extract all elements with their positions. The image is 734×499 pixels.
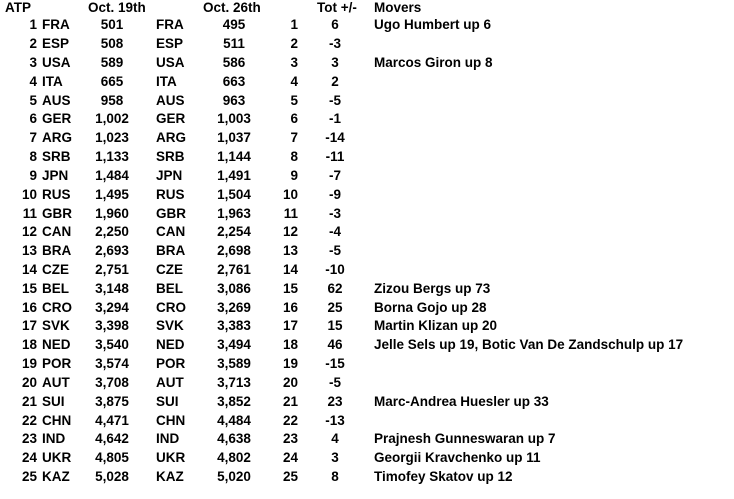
cell-new-rank: 5 — [290, 92, 298, 108]
cell-points-oct26: 4,638 — [217, 431, 251, 447]
header-oct26: Oct. 26th — [203, 0, 261, 15]
cell-country-oct26: CRO — [156, 299, 186, 315]
table-row — [0, 110, 734, 129]
cell-country-oct19: CRO — [42, 299, 72, 315]
cell-tot-change: -4 — [328, 224, 341, 240]
cell-points-oct19: 1,484 — [95, 167, 129, 183]
header-row — [0, 0, 734, 18]
cell-movers: Prajnesh Gunneswaran up 7 — [374, 431, 556, 447]
table-row — [0, 129, 734, 148]
cell-country-oct19: UKR — [42, 450, 72, 466]
cell-country-oct19: ARG — [42, 130, 72, 146]
table-row — [0, 468, 734, 487]
cell-points-oct26: 663 — [222, 73, 246, 89]
cell-new-rank: 12 — [282, 224, 298, 240]
cell-country-oct19: FRA — [42, 17, 70, 33]
cell-rank: 12 — [21, 224, 37, 240]
cell-points-oct26: 3,852 — [217, 393, 251, 409]
header-atp: ATP — [5, 0, 31, 15]
cell-points-oct26: 3,086 — [217, 280, 251, 296]
cell-points-oct19: 3,398 — [95, 318, 129, 334]
cell-country-oct26: ARG — [156, 130, 186, 146]
cell-tot-change: -13 — [325, 412, 345, 428]
cell-country-oct19: USA — [42, 54, 71, 70]
cell-points-oct26: 1,003 — [217, 111, 251, 127]
cell-new-rank: 18 — [282, 337, 298, 353]
cell-rank: 16 — [21, 299, 37, 315]
cell-movers: Martin Klizan up 20 — [374, 318, 498, 334]
table-row — [0, 261, 734, 280]
cell-new-rank: 14 — [282, 261, 298, 277]
cell-new-rank: 2 — [290, 36, 298, 52]
cell-tot-change: 23 — [327, 393, 343, 409]
table-row — [0, 317, 734, 336]
cell-country-oct19: ITA — [42, 73, 63, 89]
cell-rank: 11 — [22, 205, 37, 221]
cell-tot-change: 8 — [331, 468, 339, 484]
cell-rank: 3 — [29, 54, 37, 70]
cell-movers: Timofey Skatov up 12 — [374, 468, 513, 484]
cell-points-oct19: 4,805 — [95, 450, 129, 466]
cell-points-oct26: 1,037 — [217, 130, 251, 146]
cell-rank: 23 — [21, 431, 37, 447]
cell-points-oct19: 508 — [100, 36, 124, 52]
cell-country-oct19: SRB — [42, 149, 71, 165]
cell-movers: Marcos Giron up 8 — [374, 54, 493, 70]
cell-new-rank: 25 — [282, 468, 298, 484]
cell-tot-change: 46 — [327, 337, 343, 353]
cell-tot-change: -14 — [325, 130, 345, 146]
cell-points-oct26: 4,484 — [217, 412, 251, 428]
cell-points-oct19: 3,708 — [95, 374, 129, 390]
cell-tot-change: -15 — [325, 356, 345, 372]
cell-tot-change: 4 — [331, 431, 339, 447]
cell-points-oct26: 3,383 — [217, 318, 251, 334]
table-row — [0, 280, 734, 299]
cell-tot-change: -10 — [325, 261, 345, 277]
cell-movers: Georgii Kravchenko up 11 — [374, 450, 541, 466]
cell-points-oct26: 1,144 — [217, 149, 251, 165]
cell-rank: 6 — [29, 111, 37, 127]
cell-points-oct19: 1,495 — [95, 186, 129, 202]
header-tot: Tot +/- — [317, 0, 357, 15]
header-oct19: Oct. 19th — [88, 0, 146, 15]
table-row — [0, 336, 734, 355]
cell-rank: 19 — [21, 356, 37, 372]
table-row — [0, 205, 734, 224]
cell-new-rank: 3 — [290, 54, 298, 70]
cell-new-rank: 8 — [290, 149, 298, 165]
cell-rank: 2 — [29, 36, 37, 52]
cell-points-oct19: 589 — [100, 54, 124, 70]
cell-country-oct19: AUS — [42, 92, 71, 108]
cell-points-oct19: 5,028 — [95, 468, 129, 484]
cell-country-oct26: USA — [156, 54, 185, 70]
cell-country-oct19: CAN — [42, 224, 72, 240]
cell-rank: 4 — [29, 73, 37, 89]
cell-points-oct19: 3,574 — [95, 356, 129, 372]
cell-country-oct26: ITA — [156, 73, 177, 89]
cell-new-rank: 15 — [282, 280, 298, 296]
cell-new-rank: 1 — [290, 17, 298, 33]
cell-points-oct26: 5,020 — [217, 468, 251, 484]
cell-points-oct26: 4,802 — [217, 450, 251, 466]
table-row — [0, 299, 734, 318]
cell-country-oct26: JPN — [156, 167, 183, 183]
cell-country-oct19: SVK — [42, 318, 70, 334]
cell-rank: 18 — [21, 337, 37, 353]
cell-movers: Ugo Humbert up 6 — [374, 17, 491, 33]
cell-points-oct19: 3,294 — [95, 299, 129, 315]
cell-country-oct26: IND — [156, 431, 180, 447]
cell-points-oct26: 1,491 — [217, 167, 251, 183]
table-row — [0, 430, 734, 449]
cell-new-rank: 11 — [283, 205, 298, 221]
cell-points-oct26: 2,761 — [217, 261, 251, 277]
table-row — [0, 223, 734, 242]
table-row — [0, 374, 734, 393]
cell-points-oct26: 586 — [222, 54, 246, 70]
cell-country-oct19: CZE — [42, 261, 69, 277]
cell-rank: 25 — [21, 468, 37, 484]
cell-country-oct26: CHN — [156, 412, 186, 428]
cell-tot-change: -3 — [328, 36, 341, 52]
cell-country-oct26: RUS — [156, 186, 185, 202]
cell-points-oct19: 2,250 — [95, 224, 129, 240]
cell-points-oct19: 2,751 — [95, 261, 129, 277]
cell-new-rank: 19 — [282, 356, 298, 372]
cell-country-oct19: JPN — [42, 167, 69, 183]
cell-movers: Marc-Andrea Huesler up 33 — [374, 393, 549, 409]
cell-points-oct26: 495 — [222, 17, 246, 33]
cell-rank: 17 — [21, 318, 37, 334]
cell-points-oct19: 501 — [100, 17, 124, 33]
cell-country-oct19: GBR — [42, 205, 72, 221]
cell-country-oct26: CZE — [156, 261, 183, 277]
cell-points-oct26: 511 — [223, 36, 245, 52]
cell-country-oct19: NED — [42, 337, 71, 353]
table-row — [0, 148, 734, 167]
cell-tot-change: 2 — [331, 73, 339, 89]
cell-points-oct26: 963 — [222, 92, 246, 108]
cell-rank: 20 — [21, 374, 37, 390]
table-row — [0, 412, 734, 431]
cell-new-rank: 17 — [282, 318, 298, 334]
cell-tot-change: -5 — [328, 92, 341, 108]
cell-country-oct26: SVK — [156, 318, 184, 334]
cell-tot-change: -7 — [328, 167, 341, 183]
cell-movers: Borna Gojo up 28 — [374, 299, 487, 315]
cell-tot-change: 25 — [327, 299, 343, 315]
cell-country-oct19: RUS — [42, 186, 71, 202]
cell-tot-change: -1 — [328, 111, 341, 127]
table-row — [0, 186, 734, 205]
cell-movers: Jelle Sels up 19, Botic Van De Zandschulp up 17 — [374, 337, 684, 353]
table-row — [0, 73, 734, 92]
cell-country-oct26: POR — [156, 356, 186, 372]
cell-country-oct26: CAN — [156, 224, 186, 240]
cell-new-rank: 24 — [282, 450, 298, 466]
cell-points-oct26: 3,494 — [217, 337, 251, 353]
cell-points-oct26: 3,269 — [217, 299, 251, 315]
table-row — [0, 167, 734, 186]
cell-country-oct26: GER — [156, 111, 186, 127]
cell-rank: 22 — [21, 412, 37, 428]
table-row — [0, 92, 734, 111]
cell-rank: 7 — [29, 130, 37, 146]
cell-rank: 14 — [21, 261, 37, 277]
cell-points-oct19: 665 — [100, 73, 124, 89]
cell-tot-change: 3 — [331, 54, 339, 70]
cell-country-oct26: FRA — [156, 17, 184, 33]
cell-country-oct19: IND — [42, 431, 66, 447]
cell-country-oct26: SRB — [156, 149, 185, 165]
cell-rank: 24 — [21, 450, 37, 466]
cell-country-oct19: POR — [42, 356, 72, 372]
cell-country-oct26: GBR — [156, 205, 186, 221]
cell-rank: 13 — [21, 243, 37, 259]
cell-country-oct26: AUS — [156, 92, 185, 108]
cell-points-oct26: 2,254 — [217, 224, 251, 240]
cell-points-oct19: 1,960 — [95, 205, 129, 221]
cell-country-oct26: SUI — [156, 393, 179, 409]
cell-tot-change: 15 — [327, 318, 343, 334]
cell-rank: 10 — [21, 186, 37, 202]
cell-country-oct19: BEL — [42, 280, 69, 296]
table-row — [0, 393, 734, 412]
cell-country-oct26: AUT — [156, 374, 184, 390]
cell-new-rank: 22 — [282, 412, 298, 428]
cell-points-oct26: 3,713 — [217, 374, 251, 390]
cell-new-rank: 20 — [282, 374, 298, 390]
cell-new-rank: 7 — [290, 130, 298, 146]
cell-points-oct26: 1,963 — [217, 205, 251, 221]
cell-points-oct26: 2,698 — [217, 243, 251, 259]
table-row — [0, 449, 734, 468]
cell-new-rank: 23 — [282, 431, 298, 447]
cell-new-rank: 9 — [290, 167, 298, 183]
cell-country-oct19: AUT — [42, 374, 70, 390]
cell-points-oct19: 2,693 — [95, 243, 129, 259]
cell-new-rank: 10 — [282, 186, 298, 202]
cell-new-rank: 13 — [282, 243, 298, 259]
cell-tot-change: -5 — [328, 374, 341, 390]
cell-rank: 9 — [29, 167, 37, 183]
cell-tot-change: 6 — [331, 17, 339, 33]
cell-tot-change: -3 — [328, 205, 341, 221]
cell-points-oct26: 1,504 — [217, 186, 251, 202]
cell-tot-change: -11 — [325, 149, 345, 165]
cell-rank: 1 — [29, 17, 37, 33]
cell-country-oct19: CHN — [42, 412, 72, 428]
cell-points-oct19: 1,023 — [95, 130, 129, 146]
cell-points-oct19: 3,540 — [95, 337, 129, 353]
cell-points-oct19: 3,148 — [95, 280, 129, 296]
cell-tot-change: -5 — [328, 243, 341, 259]
cell-new-rank: 21 — [282, 393, 298, 409]
header-movers: Movers — [374, 0, 422, 15]
cell-points-oct19: 3,875 — [95, 393, 129, 409]
cell-country-oct19: KAZ — [42, 468, 70, 484]
cell-movers: Zizou Bergs up 73 — [374, 280, 491, 296]
cell-new-rank: 4 — [290, 73, 298, 89]
table-row — [0, 35, 734, 54]
cell-country-oct19: BRA — [42, 243, 72, 259]
cell-rank: 15 — [21, 280, 37, 296]
table-row — [0, 355, 734, 374]
cell-country-oct19: GER — [42, 111, 72, 127]
table-row — [0, 54, 734, 73]
cell-points-oct19: 4,642 — [95, 431, 129, 447]
cell-country-oct26: UKR — [156, 450, 186, 466]
table-row — [0, 242, 734, 261]
cell-country-oct26: BRA — [156, 243, 186, 259]
cell-country-oct26: NED — [156, 337, 185, 353]
cell-tot-change: 3 — [331, 450, 339, 466]
cell-rank: 21 — [21, 393, 37, 409]
cell-points-oct19: 958 — [100, 92, 124, 108]
table-row — [0, 16, 734, 35]
cell-points-oct19: 1,133 — [95, 149, 129, 165]
cell-points-oct26: 3,589 — [217, 356, 251, 372]
cell-country-oct26: BEL — [156, 280, 183, 296]
cell-country-oct26: ESP — [156, 36, 184, 52]
cell-tot-change: 62 — [327, 280, 343, 296]
cell-country-oct19: SUI — [42, 393, 65, 409]
cell-points-oct19: 1,002 — [95, 111, 129, 127]
cell-rank: 5 — [29, 92, 37, 108]
cell-new-rank: 6 — [290, 111, 298, 127]
cell-tot-change: -9 — [328, 186, 341, 202]
cell-rank: 8 — [29, 149, 37, 165]
cell-country-oct19: ESP — [42, 36, 70, 52]
cell-country-oct26: KAZ — [156, 468, 184, 484]
cell-points-oct19: 4,471 — [95, 412, 129, 428]
cell-new-rank: 16 — [282, 299, 298, 315]
